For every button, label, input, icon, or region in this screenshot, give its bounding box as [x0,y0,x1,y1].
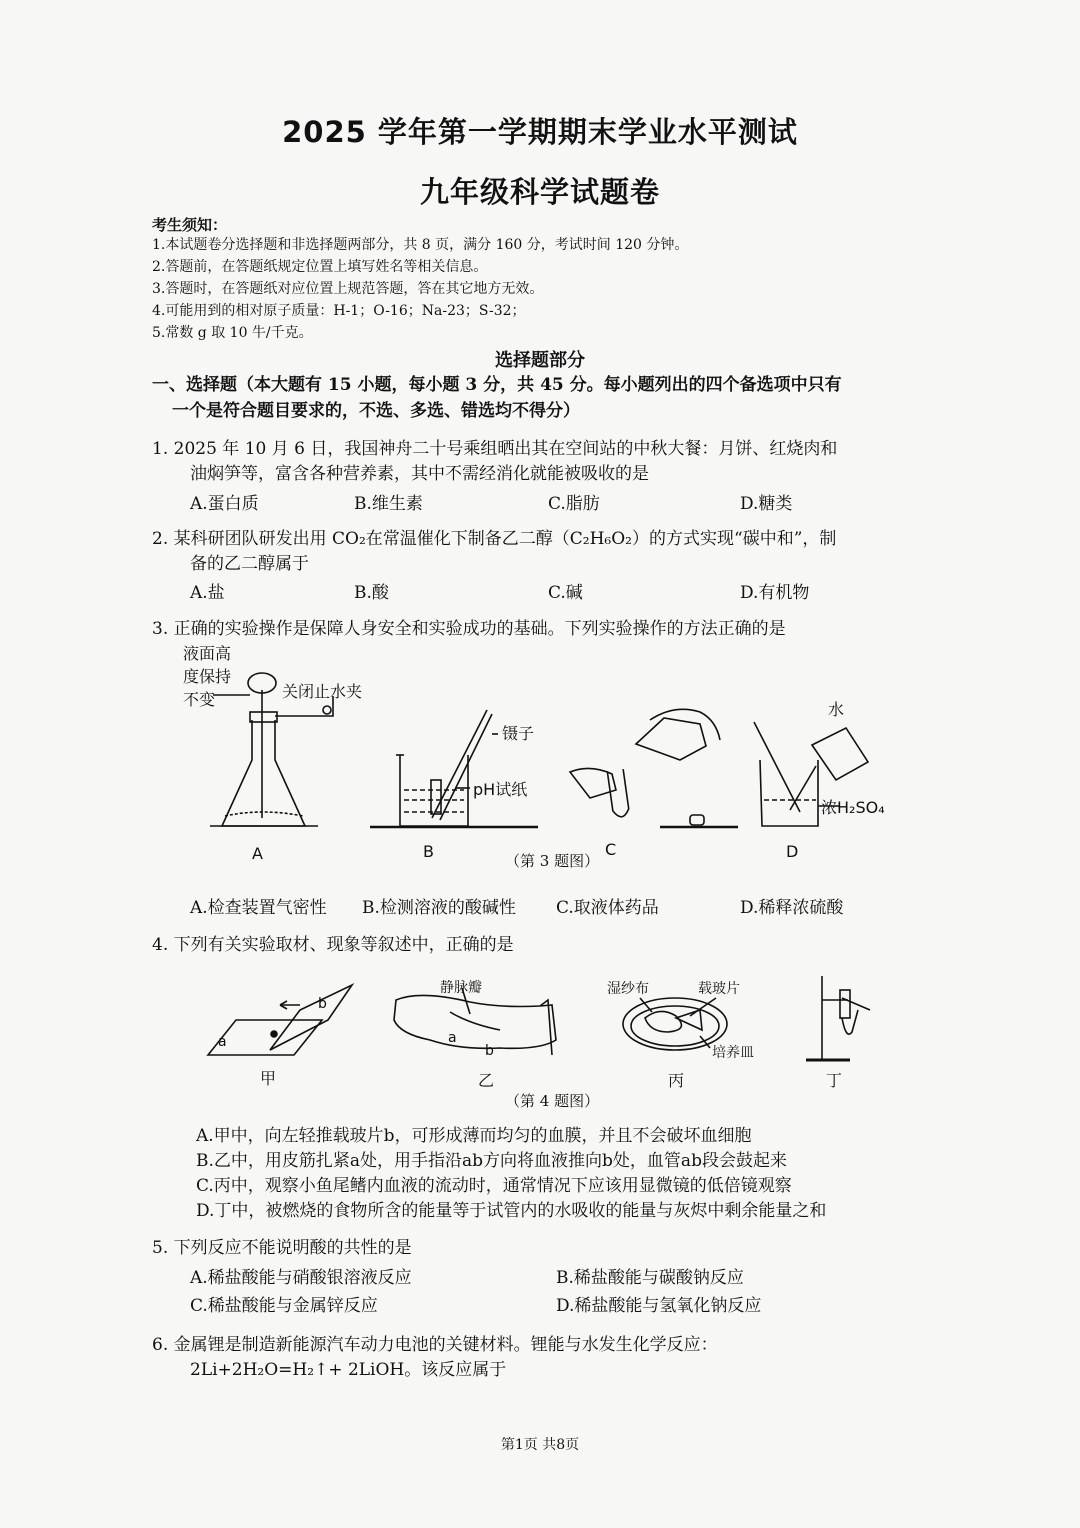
question-3-option-b: B.检测溶液的酸碱性 [362,898,516,918]
figure-label: 静脉瓣 [440,980,482,996]
question-4-option-c: C.丙中，观察小鱼尾鳍内血液的流动时，通常情况下应该用显微镜的低倍镜观察 [196,1176,792,1196]
panel-label-b: B [423,842,434,861]
figure-caption: （第 3 题图） [505,852,600,870]
question-4-option-b: B.乙中，用皮筋扎紧a处，用手指沿ab方向将血液推向b处，血管ab段会鼓起来 [196,1151,787,1171]
notice-item: 3.答题时，在答题纸对应位置上规范答题，答在其它地方无效。 [152,281,544,297]
figure-label: 湿纱布 [607,981,649,997]
panel-label-yi: 乙 [478,1071,495,1090]
question-1-option-c: C.脂肪 [548,494,600,514]
question-1-option-a: A.蛋白质 [190,494,259,514]
question-5-option-a: A.稀盐酸能与硝酸银溶液反应 [190,1268,412,1288]
question-2-stem: 备的乙二醇属于 [190,554,309,574]
figure-label: a [448,1030,457,1046]
question-3-option-a: A.检查装置气密性 [190,898,327,918]
figure-label: 不变 [183,690,216,709]
figure-caption: （第 4 题图） [505,1092,600,1110]
panel-label-bing: 丙 [668,1071,685,1090]
notice-item: 4.可能用到的相对原子质量：H-1；O-16；Na-23；S-32； [152,303,526,319]
figure-label: 度保持 [183,667,232,686]
question-3-option-c: C.取液体药品 [556,898,659,918]
panel-label-c: C [605,840,617,859]
question-1-option-d: D.糖类 [740,494,793,514]
panel-label-jia: 甲 [260,1069,277,1088]
panel-label-ding: 丁 [826,1071,843,1090]
question-2-stem: 2. 某科研团队研发出用 CO₂在常温催化下制备乙二醇（C₂H₆O₂）的方式实现“碳中和”，制 [152,529,837,549]
figure-label: 液面高 [183,644,232,663]
question-5-option-c: C.稀盐酸能与金属锌反应 [190,1296,378,1316]
question-1-stem: 1. 2025 年 10 月 6 日，我国神舟二十号乘组晒出其在空间站的中秋大餐：月饼、红烧肉和 [152,439,838,459]
figure-label: pH试纸 [473,780,528,799]
question-1-option-b: B.维生素 [354,494,423,514]
question-4-option-d: D.丁中，被燃烧的食物所含的能量等于试管内的水吸收的能量与灰烬中剩余能量之和 [196,1201,827,1221]
panel-label-a: A [252,844,263,863]
part-instructions: 一、选择题（本大题有 15 小题，每小题 3 分，共 45 分。每小题列出的四个备选项中只有 [152,375,842,395]
figure-label: 培养皿 [712,1045,754,1061]
question-5-stem: 5. 下列反应不能说明酸的共性的是 [152,1238,412,1258]
question-3-stem: 3. 正确的实验操作是保障人身安全和实验成功的基础。下列实验操作的方法正确的是 [152,619,786,639]
question-6-stem: 2Li+2H₂O=H₂↑+ 2LiOH。该反应属于 [190,1360,507,1380]
figure-label: b [318,996,327,1012]
figure-label: b [485,1043,494,1059]
question-2-option-d: D.有机物 [740,583,810,603]
page-footer: 第1页 共8页 [500,1437,580,1453]
figure-label: a [218,1034,227,1050]
panel-label-d: D [786,842,799,861]
question-3-option-d: D.稀释浓硫酸 [740,898,844,918]
question-2-option-b: B.酸 [354,583,389,603]
question-2-option-a: A.盐 [190,583,225,603]
figure-label: 水 [828,700,845,719]
notice-item: 2.答题前，在答题纸规定位置上填写姓名等相关信息。 [152,259,488,275]
figure-label: 镊子 [502,724,535,743]
notice-item: 1.本试题卷分选择题和非选择题两部分，共 8 页，满分 160 分，考试时间 120 分钟。 [152,237,689,253]
exam-title: 2025 学年第一学期期末学业水平测试 [282,115,798,149]
figure-label: 关闭止水夹 [282,682,363,701]
figure-label: 载玻片 [698,981,740,997]
part-instructions: 一个是符合题目要求的，不选、多选、错选均不得分） [172,401,580,421]
section-title: 选择题部分 [495,350,585,371]
question-6-stem: 6. 金属锂是制造新能源汽车动力电池的关键材料。锂能与水发生化学反应： [152,1335,718,1355]
figure-label: 浓H₂SO₄ [821,798,885,817]
exam-subtitle: 九年级科学试题卷 [419,175,660,209]
question-2-option-c: C.碱 [548,583,583,603]
question-5-option-b: B.稀盐酸能与碳酸钠反应 [556,1268,744,1288]
question-1-stem: 油焖笋等，富含各种营养素，其中不需经消化就能被吸收的是 [190,464,649,484]
notice-item: 5.常数 g 取 10 牛/千克。 [152,325,313,341]
stopper [250,712,277,722]
question-4-option-a: A.甲中，向左轻推载玻片b，可形成薄而均匀的血膜，并且不会破坏血细胞 [196,1126,752,1146]
question-5-option-d: D.稀盐酸能与氢氧化钠反应 [556,1296,762,1316]
question-4-stem: 4. 下列有关实验取材、现象等叙述中，正确的是 [152,935,514,955]
notice-heading: 考生须知： [152,216,228,234]
